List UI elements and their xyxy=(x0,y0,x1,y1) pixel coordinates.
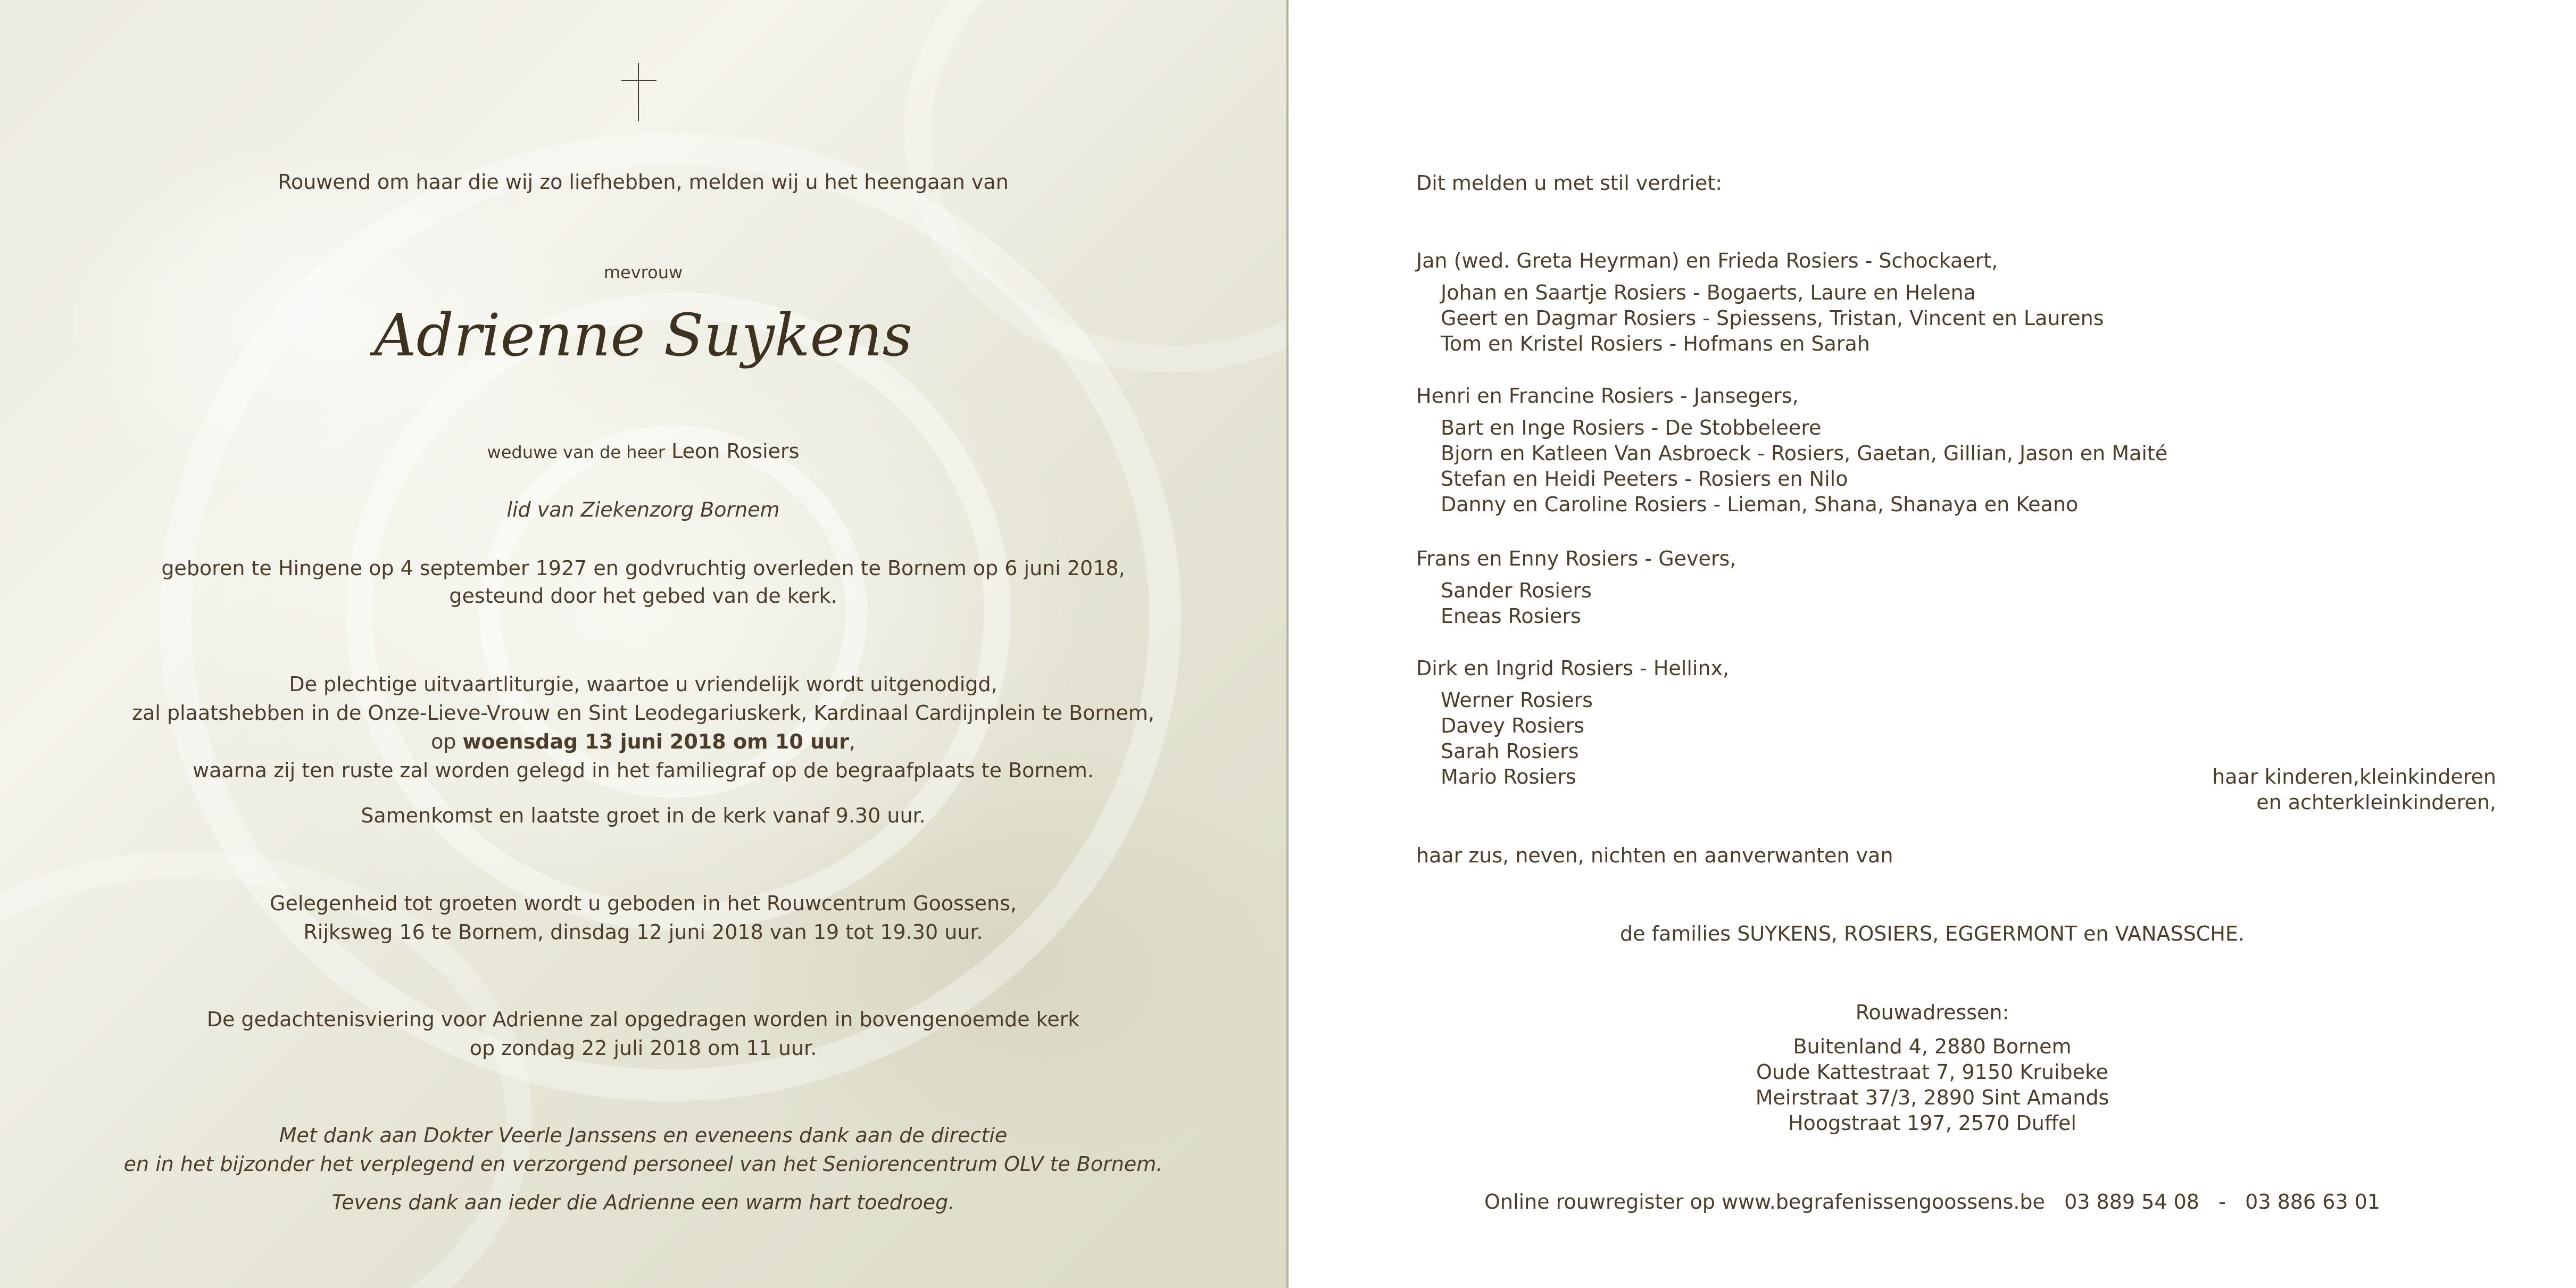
address: Buitenland 4, 2880 Bornem xyxy=(1793,1035,2072,1058)
service-line-2: zal plaatshebben in de Onze-Lieve-Vrouw en Sint Leodegariuskerk, Kardinaal Cardijnplein te Bornem, xyxy=(132,701,1154,725)
descendants-line-1: haar kinderen,kleinkinderen xyxy=(2212,765,2496,788)
descendants-line-2: en achterkleinkinderen, xyxy=(2256,791,2496,814)
cross-bar xyxy=(621,80,657,81)
cross-icon xyxy=(636,63,641,121)
family-1-member: Geert en Dagmar Rosiers - Spiessens, Tristan, Vincent en Laurens xyxy=(1441,306,2104,330)
online-label: Online rouwregister op xyxy=(1484,1190,1715,1214)
membership: lid van Ziekenzorg Bornem xyxy=(506,498,780,521)
widow-line xyxy=(0,436,1286,467)
families-line: de families SUYKENS, ROSIERS, EGGERMONT en VANASSCHE. xyxy=(1620,922,2245,945)
family-1-head: Jan (wed. Greta Heyrman) en Frieda Rosiers - Schockaert, xyxy=(1416,249,1998,272)
right-intro: Dit melden u met stil verdriet: xyxy=(1416,171,1723,195)
addresses-title: Rouwadressen: xyxy=(1855,1001,2009,1024)
family-2-member: Bart en Inge Rosiers - De Stobbeleere xyxy=(1441,416,1822,439)
memorial-line-1: De gedachtenisviering voor Adrienne zal opgedragen worden in bovengenoemde kerk xyxy=(206,1008,1080,1031)
visit-line-1: Gelegenheid tot groeten wordt u geboden in het Rouwcentrum Goossens, xyxy=(270,892,1017,915)
website-link[interactable]: www.begrafenissengoossens.be xyxy=(1721,1190,2045,1214)
widow-prefix: weduwe van de heer xyxy=(487,442,665,462)
relatives-line: haar zus, neven, nichten en aanverwanten van xyxy=(1416,844,1893,867)
phone-1: 03 889 54 08 xyxy=(2064,1190,2199,1214)
family-4-head: Dirk en Ingrid Rosiers - Hellinx, xyxy=(1416,657,1730,680)
left-panel xyxy=(0,0,1286,1288)
birth-line-2: gesteund door het gebed van de kerk. xyxy=(449,584,837,608)
visit-line-2: Rijksweg 16 te Bornem, dinsdag 12 juni 2018 van 19 tot 19.30 uur. xyxy=(303,920,983,944)
phone-2: 03 886 63 01 xyxy=(2245,1190,2380,1214)
address: Hoogstraat 197, 2570 Duffel xyxy=(1788,1111,2076,1135)
family-3-member: Eneas Rosiers xyxy=(1441,604,1581,628)
family-4-member: Werner Rosiers xyxy=(1441,688,1593,712)
family-2-member: Bjorn en Katleen Van Asbroeck - Rosiers, Gaetan, Gillian, Jason en Maité xyxy=(1441,442,2168,465)
phone-separator: - xyxy=(2218,1190,2226,1214)
memorial-line-2: op zondag 22 juli 2018 om 11 uur. xyxy=(469,1036,817,1060)
birth-line-1: geboren te Hingene op 4 september 1927 en godvruchtig overleden te Bornem op 6 juni 2018, xyxy=(161,556,1125,580)
service-line-3-pre: op xyxy=(431,730,456,753)
family-2-member: Stefan en Heidi Peeters - Rosiers en Nilo xyxy=(1441,467,1848,491)
address: Meirstraat 37/3, 2890 Sint Amands xyxy=(1755,1086,2109,1109)
family-1-member: Johan en Saartje Rosiers - Bogaerts, Laure en Helena xyxy=(1441,281,1976,304)
service-line-3 xyxy=(0,727,1286,757)
family-4-member: Sarah Rosiers xyxy=(1441,739,1579,763)
widow-name: Leon Rosiers xyxy=(671,439,800,463)
family-3-head: Frans en Enny Rosiers - Gevers, xyxy=(1416,547,1736,570)
intro-text: Rouwend om haar die wij zo liefhebben, melden wij u het heengaan van xyxy=(278,170,1009,194)
deceased-name: Adrienne Suykens xyxy=(374,301,912,369)
service-line-4: waarna zij ten ruste zal worden gelegd in het familiegraf op de begraafplaats te Bornem. xyxy=(193,759,1094,782)
thanks-line-1: Met dank aan Dokter Veerle Janssens en eveneens dank aan de directie xyxy=(279,1124,1008,1147)
family-2-head: Henri en Francine Rosiers - Jansegers, xyxy=(1416,384,1799,408)
family-3-member: Sander Rosiers xyxy=(1441,579,1592,602)
family-4-member: Davey Rosiers xyxy=(1441,714,1585,737)
service-line-3-post: , xyxy=(849,730,855,753)
service-date: woensdag 13 juni 2018 om 10 uur xyxy=(462,730,849,753)
family-1-member: Tom en Kristel Rosiers - Hofmans en Sarah xyxy=(1441,332,1870,355)
salutation: mevrouw xyxy=(603,262,683,282)
gathering-text: Samenkomst en laatste groet in de kerk vanaf 9.30 uur. xyxy=(361,804,926,827)
right-panel xyxy=(1289,0,2576,1288)
family-4-member: Mario Rosiers xyxy=(1441,765,1576,788)
thanks-line-3: Tevens dank aan ieder die Adrienne een warm hart toedroeg. xyxy=(331,1191,955,1214)
service-line-1: De plechtige uitvaartliturgie, waartoe u vriendelijk wordt uitgenodigd, xyxy=(289,672,998,696)
online-register-line xyxy=(1289,1189,2576,1215)
family-2-member: Danny en Caroline Rosiers - Lieman, Shana, Shanaya en Keano xyxy=(1441,493,2079,516)
thanks-line-2: en in het bijzonder het verplegend en verzorgend personeel van het Seniorencentrum OLV te Bornem. xyxy=(123,1152,1163,1176)
address: Oude Kattestraat 7, 9150 Kruibeke xyxy=(1756,1060,2108,1084)
